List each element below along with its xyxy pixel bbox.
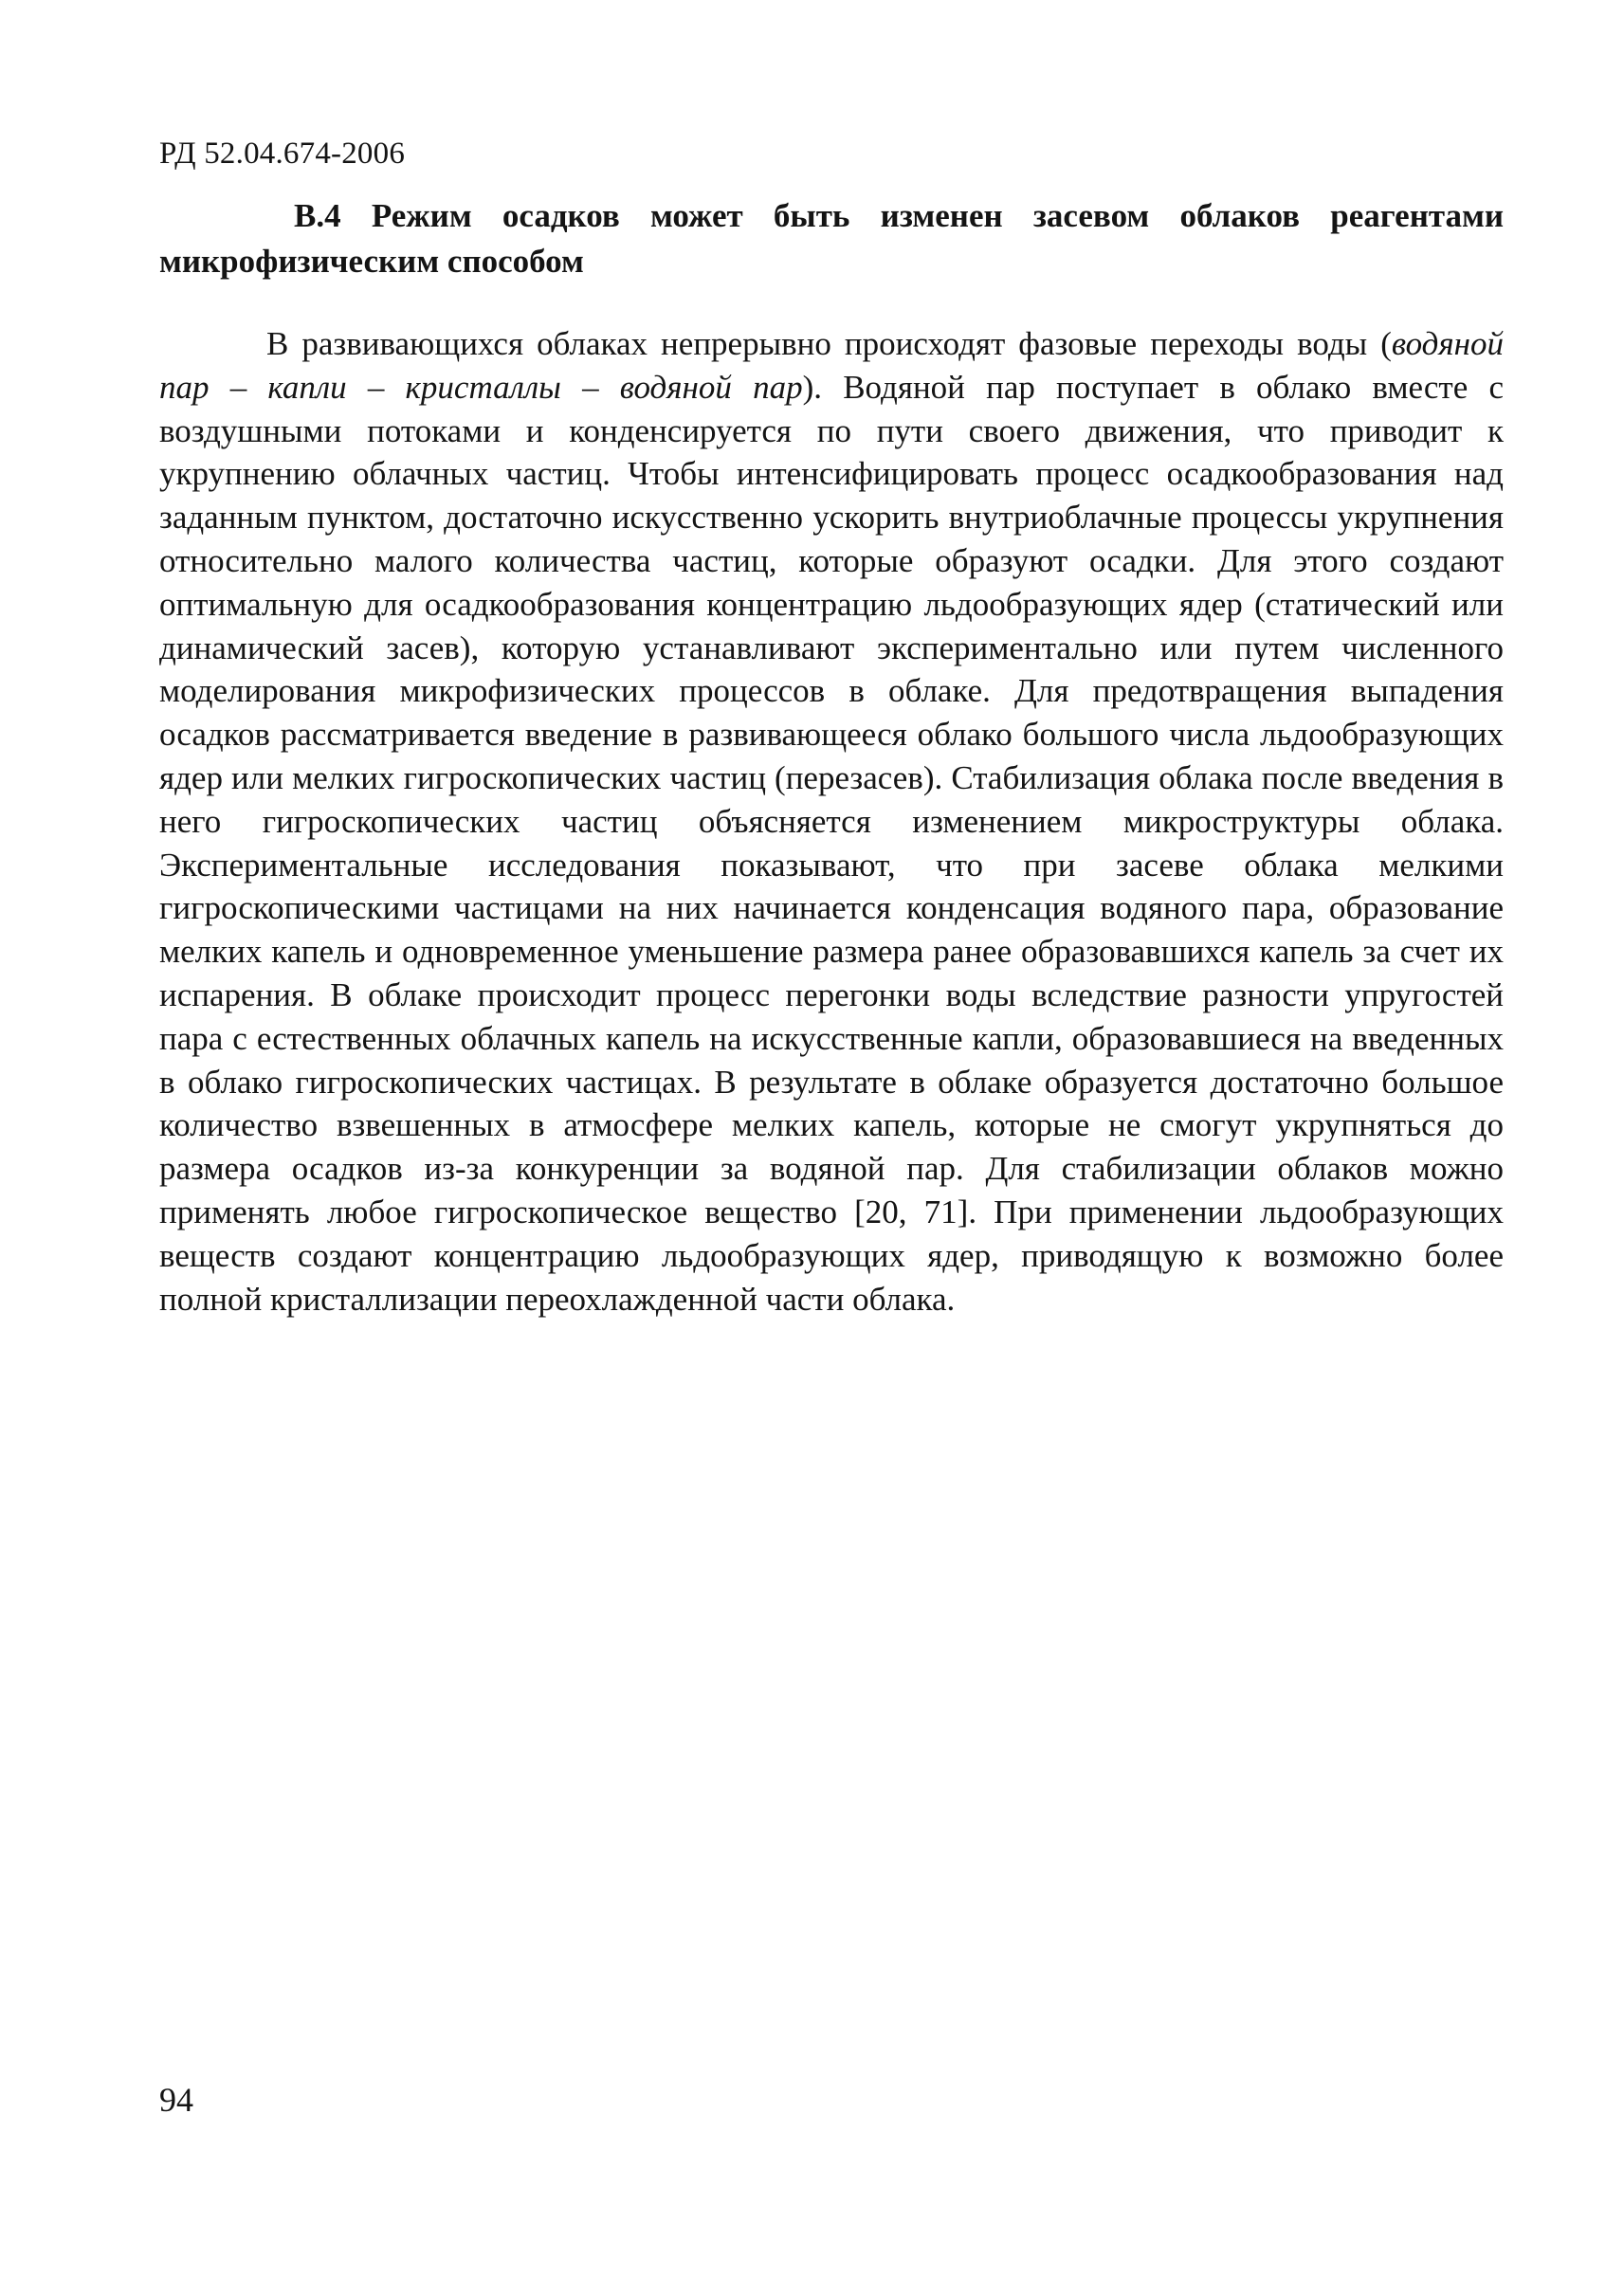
document-code: РД 52.04.674-2006 — [159, 137, 406, 171]
body-paragraph — [159, 322, 1504, 1321]
section-heading: В.4 Режим осадков может быть изменен засевом облаков реагентами микрофизическим способом — [159, 197, 1504, 280]
paragraph-text-start: В развивающихся облаках непрерывно происходят фазовые переходы воды ( — [266, 325, 1392, 362]
page-number: 94 — [159, 2081, 193, 2119]
paragraph-italic-phrase: водяной пар – капли – кристаллы – водяной пар — [159, 325, 1504, 406]
paragraph-text-rest: ). Водяной пар поступает в облако вместе с воздушными потоками и конденсируется по пути своего движения, что приводит к укрупнению облачных частиц. Чтобы интенсифицировать процесс осадкообразования над заданным пунктом, достаточно искусственно ускорить внутриоблачные процессы укрупнения относительно малого количества частиц, которые образуют осадки. Для этого создают оптимальную для осадкообразования концентрацию льдообразующих ядер (статический или динамический засев), которую устанавливают экспериментально или путем численного моделирования микрофизических процессов в облаке. Для предотвращения выпадения осадков рассматривается введение в развивающееся облако большого числа льдообразующих ядер или мелких гигроскопических частиц (перезасев). Стабилизация облака после введения в него гигроскопических частиц объясняется изменением микроструктуры облака. Экспериментальные исследования показывают, что при засеве облака мелкими гигроскопическими частицами на них начинается конденсация водяного пара, образование мелких капель и одновременное уменьшение размера ранее образовавшихся капель за счет их испарения. В облаке происходит процесс перегонки воды вследствие разности упругостей пара с естественных облачных капель на искусственные капли, образовавшиеся на введенных в облако гигроскопических частицах. В результате в облаке образуется достаточно большое количество взвешенных в атмосфере мелких капель, которые не смогут укрупняться до размера осадков из-за конкуренции за водяной пар. Для стабилизации облаков можно применять любое гигроскопическое вещество [20, 71]. При применении льдообразующих веществ создают концентрацию льдообразующих ядер, приводящую к возможно более полной кристаллизации переохлажденной части облака. — [159, 368, 1504, 1318]
